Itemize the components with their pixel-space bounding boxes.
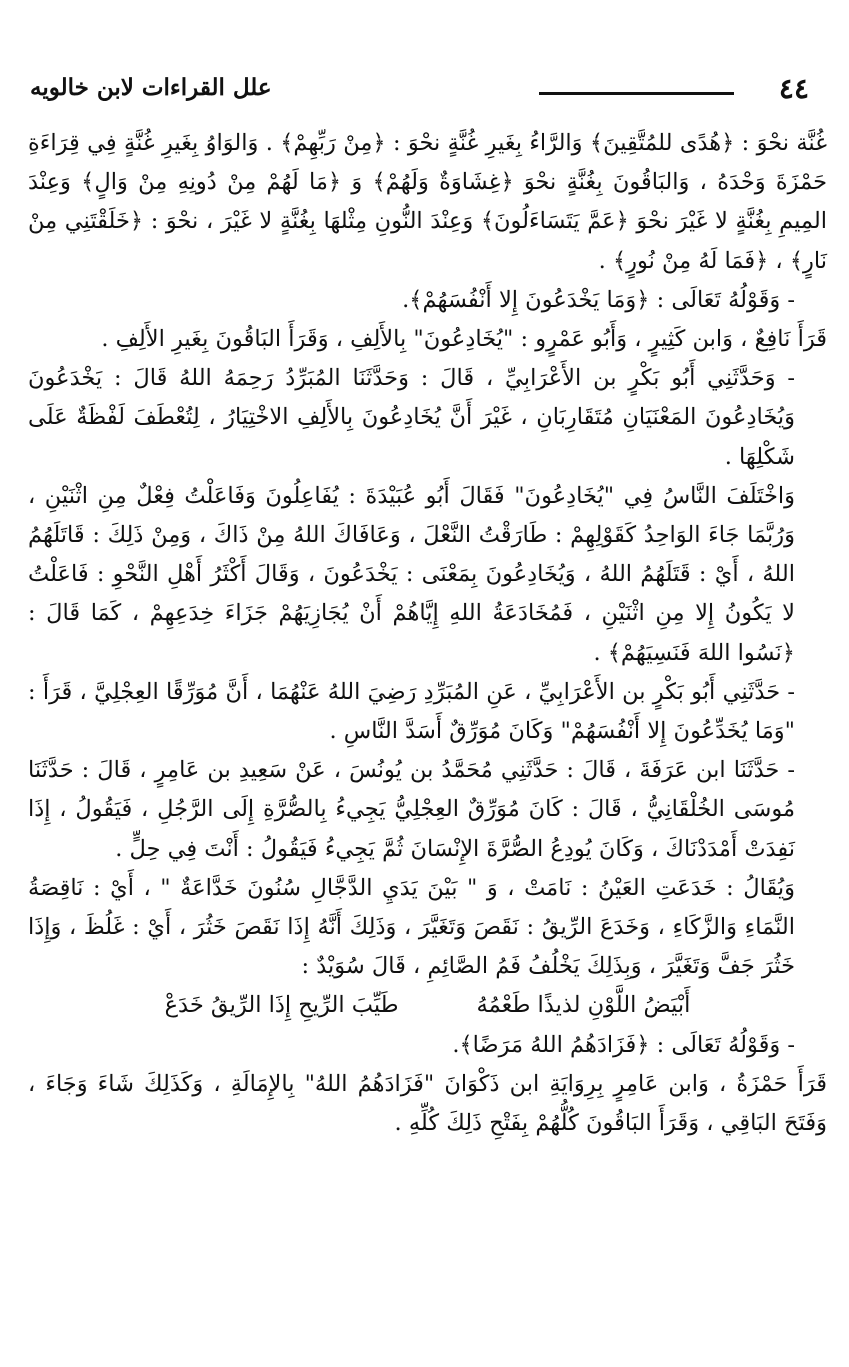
poem-hemistich-right: أَبْيَضُ اللَّوْنِ لذيذًا طَعْمُهُ (476, 992, 691, 1019)
page-body (28, 124, 827, 1143)
paragraph-imala: قَرَأَ حَمْزَةُ ، وَابن عَامِرٍ بِرِوَايَةِ ابن ذَكْوَانَ "فَزَادَهُمُ اللهُ" بِالإِمَالَةِ ، وَكَذَلِكَ شَاءَ وَجَاءَ ، وَفَتَحَ البَاقِي ، وَقَرَأَ البَاقُونَ كُلُّهُمْ بِفَتْحِ ذَلِكَ كُلِّهِ . (28, 1070, 827, 1137)
paragraph-disagreement: وَاخْتَلَفَ النَّاسُ فِي "يُخَادِعُونَ" فَقَالَ أَبُو عُبَيْدَةَ : يُفَاعِلُونَ وَفَاعَلْتُ فِعْلٌ مِنِ اثْنَيْنِ ، وَرُبَّمَا جَاءَ الوَاحِدُ كَقَوْلِهِمْ : طَارَقْتُ النَّعْلَ ، وَعَافَاكَ اللهُ مِنْ ذَاكَ ، وَمِنْ ذَلِكَ : قَاتَلَهُمُ اللهُ ، أَيْ : قَتَلَهُمُ اللهُ ، وَيُخَادِعُونَ بِمَعْنَى : يَخْدَعُونَ ، وَقَالَ أَكْثَرُ أَهْلِ النَّحْوِ : فَاعَلْتُ لا يَكُونُ إِلا مِنِ اثْنَيْنِ ، فَمُخَادَعَةُ اللهِ إِيَّاهُمْ أَنْ يُجَازِيَهُمْ جَزَاءَ خِدَعِهِمْ ، كَمَا قَالَ : ﴿نَسُوا اللهَ فَنَسِيَهُمْ﴾ . (28, 482, 795, 666)
poem-verse (28, 986, 827, 1025)
page-number: ٤٤ (778, 72, 809, 105)
paragraph-ghunna: غُنَّة نحْوَ : ﴿هُدًى للمُتَّقِينَ﴾ وَالرَّاءُ بِغَيرِ غُنَّةٍ نحْوَ : ﴿مِنْ رَبِّهِمْ﴾ . وَالوَاوُ بِغَيرِ غُنَّةٍ فِي قِرَاءَةِ حَمْزَةَ وَحْدَهُ ، وَالبَاقُونَ بِغُنَّةٍ نحْوَ ﴿غِشَاوَةٌ وَلَهُمْ﴾ وَ ﴿مَا لَهُمْ مِنْ دُونِهِ مِنْ وَالٍ﴾ وَعِنْدَ المِيمِ بِغُنَّةٍ لا غَيْرَ نحْوَ ﴿عَمَّ يَتَسَاءَلُونَ﴾ وَعِنْدَ النُّونِ مِثْلهَا بِغُنَّةٍ لا غَيْرَ ، نحْوَ : ﴿خَلَقْتَنِي مِنْ نَارٍ﴾ ، ﴿فَمَا لَهُ مِنْ نُورٍ﴾ . (28, 130, 827, 274)
verse-heading-fazadahum: - وَقَوْلُهُ تَعَالَى : ﴿فَزَادَهُمُ اللهُ مَرَضًا﴾. (452, 1031, 795, 1058)
header-rule (539, 92, 734, 95)
running-title: علل القراءات لابن خالويه (30, 74, 272, 101)
paragraph-ibn-arafa: - حَدَّثَنَا ابن عَرَفَةَ ، قَالَ : حَدَّثَنِي مُحَمَّدُ بن يُونُسَ ، عَنْ سَعِيدِ بن عَامِرٍ ، قَالَ : حَدَّثَنَا مُوسَى الخُلْقَانِيُّ ، قَالَ : كَانَ مُوَرِّقٌ العِجْلِيُّ يَجِيءُ بِالصُّرَّةِ إِلَى الرَّجُلِ ، فَيَقُولُ ، إِذَا نَفِدَتْ أَمْدَدْنَاكَ ، وَكَانَ يُودِعُ الصُّرَّةَ الإِنْسَانَ ثُمَّ يَجِيءُ فَيَقُولُ : أَنْتَ فِي حِلٍّ . (28, 757, 795, 862)
paragraph-khadaat-meaning: وَيُقَالُ : خَدَعَتِ العَيْنُ : نَامَتْ ، وَ " بَيْنَ يَدَيِ الدَّجَّالِ سُنُونَ خَدَّاعَةٌ " ، أَيْ : نَاقِصَةُ النَّمَاءِ وَالزَّكَاءِ ، وَخَدَعَ الرِّيقُ : نَقَصَ وَتَغَيَّرَ ، وَذَلِكَ أَنَّهُ إِذَا نَقَصَ خَثُرَ ، أَيْ : غَلُظَ ، وَإِذَا خَثُرَ جَفَّ وَتَغَيَّرَ ، وَبِذَلِكَ يَخْلُفُ فَمُ الصَّائِمِ ، قَالَ سُوَيْدٌ : (28, 874, 795, 980)
paragraph-readings: قَرَأَ نَافِعٌ ، وَابن كَثِيرٍ ، وَأَبُو عَمْرٍو : "يُخَادِعُونَ" بِالأَلِفِ ، وَقَرَأَ البَاقُونَ بِغَيرِ الأَلِفِ . (101, 326, 827, 353)
poem-hemistich-left: طَيِّبَ الرِّيحِ إِذَا الرِّيقُ خَدَعْ (164, 992, 399, 1019)
paragraph-narration-ibn-arabi: - وَحَدَّثَنِي أَبُو بَكْرٍ بن الأَعْرَابِيِّ ، قَالَ : وَحَدَّثَنَا المُبَرِّدُ رَحِمَهُ اللهُ قَالَ : يَخْدَعُونَ وَيُخَادِعُونَ المَعْنَيَانِ مُتَقَارِبَانِ ، غَيْرَ أَنَّ يُخَادِعُونَ بِالأَلِفِ الاخْتِيَارُ ، لِتُعْطَفَ لَفْظَةٌ عَلَى شَكْلِهَا . (28, 365, 795, 470)
page-header (30, 68, 809, 118)
verse-heading-yakhdaun: - وَقَوْلُهُ تَعَالَى : ﴿وَمَا يَخْدَعُونَ إِلا أَنْفُسَهُمْ﴾. (402, 286, 795, 313)
paragraph-muwarriq-reading: - حَدَّثَنِي أَبُو بَكْرٍ بن الأَعْرَابِيِّ ، عَنِ المُبَرِّدِ رَضِيَ اللهُ عَنْهُمَا ، أَنَّ مُوَرِّقًا العِجْلِيَّ ، قَرَأَ : "وَمَا يُخَدِّعُونَ إِلا أَنْفُسَهُمْ" وَكَانَ مُوَرِّقٌ أَسَدَّ النَّاسِ . (28, 678, 795, 745)
